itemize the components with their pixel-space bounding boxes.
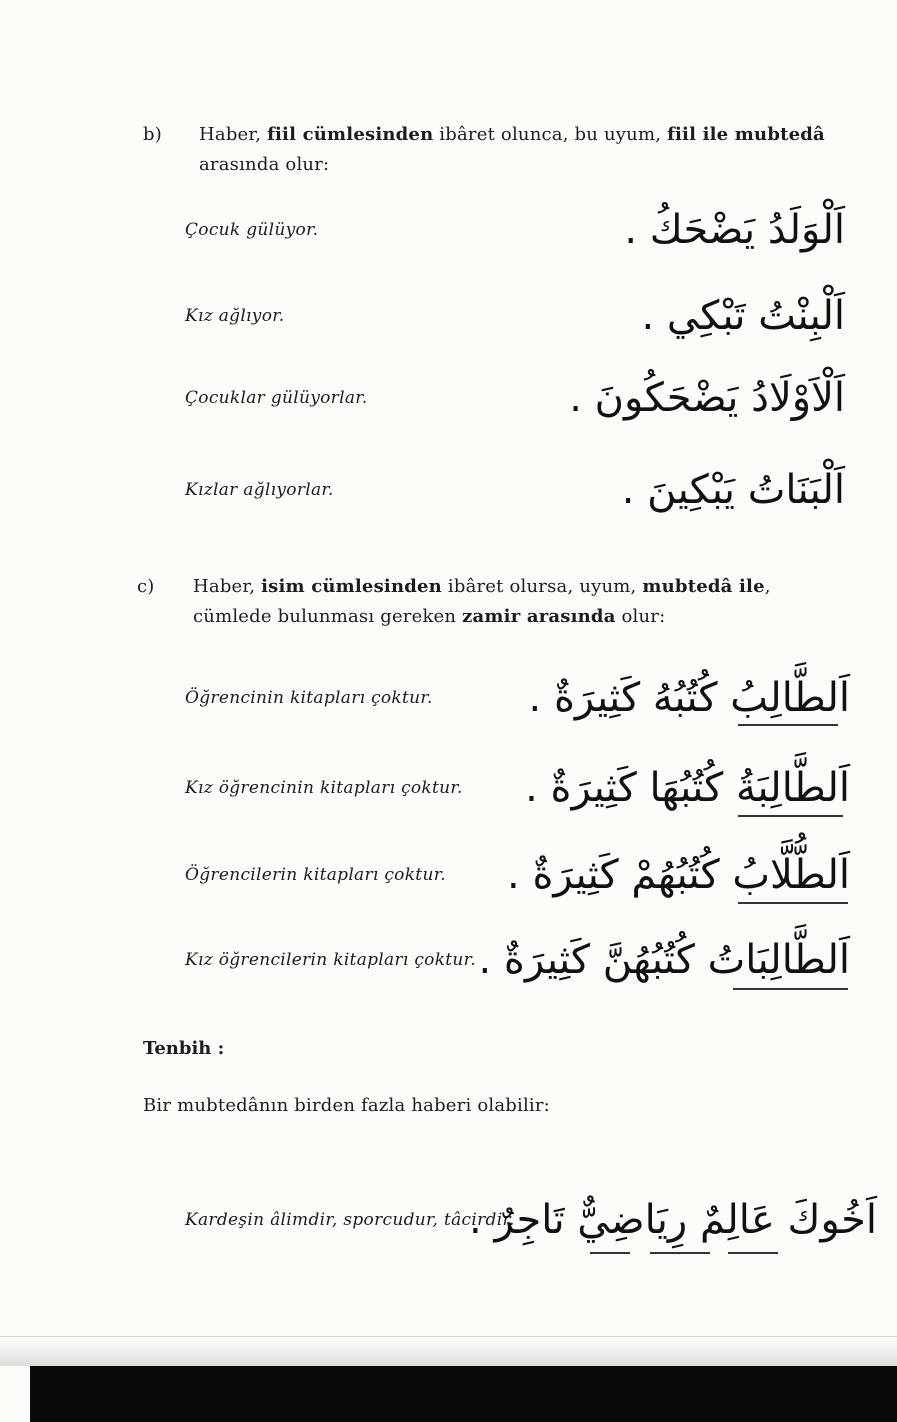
example-arabic: اَلْاَوْلَادُ يَضْحَكُونَ . (569, 375, 845, 421)
underline-mark (728, 1252, 778, 1254)
example-arabic: اَلطَّالِبَةُ كُتُبُهَا كَثِيرَةٌ . (525, 765, 850, 811)
section-c-part: isim cümlesinden (261, 576, 442, 597)
example-arabic: اَلطُّلَّابُ كُتُبُهُمْ كَثِيرَةٌ . (507, 852, 850, 898)
underline-mark (733, 988, 848, 990)
example-translation: Kız öğrencilerin kitapları çoktur. (185, 950, 476, 970)
scan-bottom-band (30, 1366, 897, 1422)
example-translation: Öğrencilerin kitapları çoktur. (185, 865, 446, 885)
example-row (185, 668, 865, 728)
example-translation: Kız öğrencinin kitapları çoktur. (185, 778, 463, 798)
section-c-part: , cümlede bulunması gereken (193, 576, 771, 627)
underline-mark (738, 815, 843, 817)
example-row (185, 368, 865, 428)
example-row (185, 1190, 877, 1250)
tenbih-text: Bir mubtedânın birden fazla haberi olabilir: (143, 1095, 550, 1116)
scan-shadow (0, 1340, 897, 1366)
tenbih-title: Tenbih : (143, 1038, 225, 1059)
underline-mark (590, 1252, 630, 1254)
example-translation: Kız ağlıyor. (185, 306, 285, 326)
underline-mark (738, 724, 838, 726)
scan-fold-line (0, 1336, 897, 1337)
underline-mark (738, 902, 848, 904)
example-arabic: اَخُوكَ عَالِمٌ رِيَاضِيٌّ تَاجِرٌ . (469, 1197, 877, 1243)
section-c-part: mubtedâ ile (642, 576, 765, 597)
example-arabic: اَلطَّالِبُ كُتُبُهُ كَثِيرَةٌ . (528, 675, 850, 721)
example-translation: Öğrencinin kitapları çoktur. (185, 688, 433, 708)
section-b-part: fiil ile mubtedâ (667, 124, 825, 145)
section-c-part: olur: (615, 606, 666, 627)
section-b-text (199, 120, 855, 180)
section-c-part: zamir arasında (462, 606, 616, 627)
section-c-part: Haber, (193, 576, 262, 597)
example-translation: Çocuk gülüyor. (185, 220, 319, 240)
section-b-marker: b) (143, 124, 162, 145)
section-c-paragraph (137, 572, 855, 636)
example-row (185, 845, 865, 905)
example-arabic: اَلْبَنَاتُ يَبْكِينَ . (621, 467, 845, 513)
section-b-part: ibâret olunca, bu uyum, (433, 124, 668, 145)
section-c-marker: c) (137, 576, 155, 597)
example-row (185, 460, 865, 520)
example-row (185, 758, 865, 818)
example-arabic: اَلْوَلَدُ يَضْحَكُ . (624, 207, 845, 253)
section-c-text (193, 572, 855, 632)
section-b-part: arasında olur: (199, 154, 330, 175)
section-b-part: Haber, (199, 124, 268, 145)
section-b-paragraph (143, 120, 855, 184)
example-translation: Çocuklar gülüyorlar. (185, 388, 368, 408)
example-translation: Kızlar ağlıyorlar. (185, 480, 334, 500)
example-arabic: اَلْبِنْتُ تَبْكِي . (641, 293, 845, 339)
example-row (185, 200, 865, 260)
section-c-part: ibâret olursa, uyum, (441, 576, 643, 597)
example-arabic: اَلطَّالِبَاتُ كُتُبُهُنَّ كَثِيرَةٌ . (478, 937, 850, 983)
example-row (185, 930, 865, 990)
underline-mark (650, 1252, 710, 1254)
example-row (185, 286, 865, 346)
section-b-part: fiil cümlesinden (267, 124, 434, 145)
example-translation: Kardeşin âlimdir, sporcudur, tâcirdir. (185, 1210, 515, 1230)
